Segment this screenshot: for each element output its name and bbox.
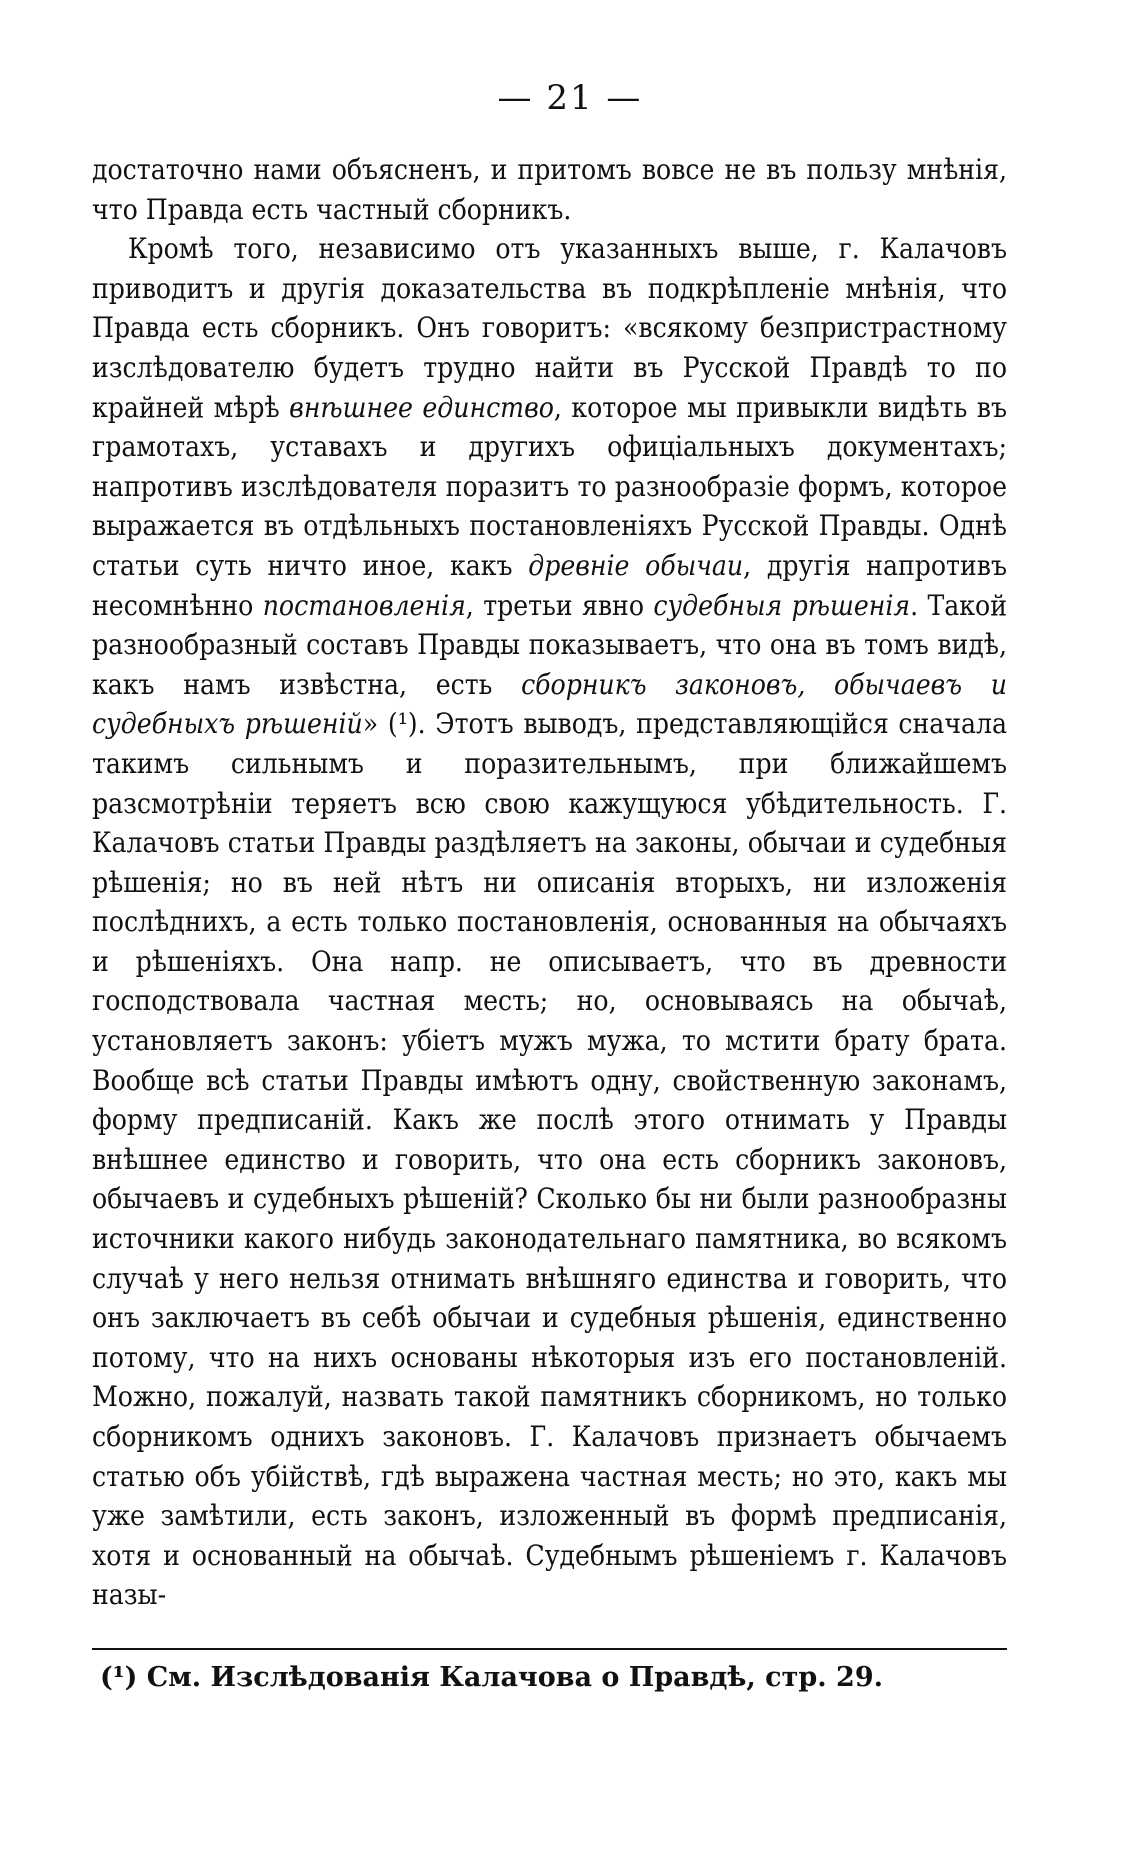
italic-phrase: древніе обычаи [528, 548, 744, 582]
italic-phrase: сборникъ законовъ, обычаевъ и судебныхъ рѣшеній [92, 667, 1007, 741]
paragraph [92, 229, 1007, 1615]
text-run: , другія напротивъ несомнѣнно [92, 548, 1007, 622]
paragraph [92, 150, 1007, 229]
italic-phrase: судебныя рѣшенія [653, 588, 911, 622]
text-run: . Такой разнообразный составъ Правды показываетъ, что она въ томъ видѣ, какъ намъ извѣстна, есть [92, 588, 1007, 701]
italic-phrase: внѣшнее единство [289, 390, 554, 424]
body-text [92, 150, 1007, 1615]
text-run: , третьи явно [465, 588, 654, 622]
footnote-divider [92, 1648, 1007, 1650]
text-run: , которое мы привыкли видѣть въ грамотахъ, уставахъ и другихъ офиціальныхъ документахъ; напротивъ изслѣдователя поразитъ то разнообразіе формъ, которое выражается въ отдѣльныхъ постановленіяхъ Русской Правды. Однѣ статьи суть ничто иное, какъ [92, 390, 1007, 582]
footnote: (¹) См. Изслѣдованія Калачова о Правдѣ, стр. 29. [100, 1662, 883, 1693]
italic-phrase: постановленія [262, 588, 466, 622]
text-run: » (¹). Этотъ выводъ, представляющійся сначала такимъ сильнымъ и поразительнымъ, при ближайшемъ разсмотрѣніи теряетъ всю свою кажущуюся убѣдительность. Г. Калачовъ статьи Правды раздѣляетъ на законы, обычаи и судебныя рѣшенія; но въ ней нѣтъ ни описанія вторыхъ, ни изложенія послѣднихъ, а есть только постановленія, основанныя на обычаяхъ и рѣшеніяхъ. Она напр. не описываетъ, что въ древности господствовала частная месть; но, основываясь на обычаѣ, установляетъ законъ: убіетъ мужъ мужа, то мстити брату брата. Вообще всѣ статьи Правды имѣютъ одну, свойственную законамъ, форму предписаній. Какъ же послѣ этого отнимать у Правды внѣшнее единство и говорить, что она есть сборникъ законовъ, обычаевъ и судебныхъ рѣшеній? Сколько бы ни были разнообразны источники какого нибудь законодательнаго памятника, во всякомъ случаѣ у него нельзя отнимать внѣшняго единства и говорить, что онъ заключаетъ въ себѣ обычаи и судебныя рѣшенія, единственно потому, что на нихъ основаны нѣкоторыя изъ его постановленій. Можно, пожалуй, назвать такой памятникъ сборникомъ, но только сборникомъ однихъ законовъ. Г. Калачовъ признаетъ обычаемъ статью объ убійствѣ, гдѣ выражена частная месть; но это, какъ мы уже замѣтили, есть законъ, изложенный въ формѣ предписанія, хотя и основанный на обычаѣ. Судебнымъ рѣшеніемъ г. Калачовъ назы- [92, 707, 1007, 1612]
text-run: Кромѣ того, независимо отъ указанныхъ выше, г. Калачовъ приводитъ и другія доказательства въ подкрѣпленіе мнѣнія, что Правда есть сборникъ. Онъ говоритъ: «всякому безпристрастному изслѣдователю будетъ трудно найти въ Русской Правдѣ то по крайней мѣрѣ [92, 232, 1007, 424]
text-run: достаточно нами объясненъ, и притомъ вовсе не въ пользу мнѣнія, что Правда есть частный сборникъ. [92, 153, 1007, 226]
page-number: — 21 — [497, 78, 643, 118]
